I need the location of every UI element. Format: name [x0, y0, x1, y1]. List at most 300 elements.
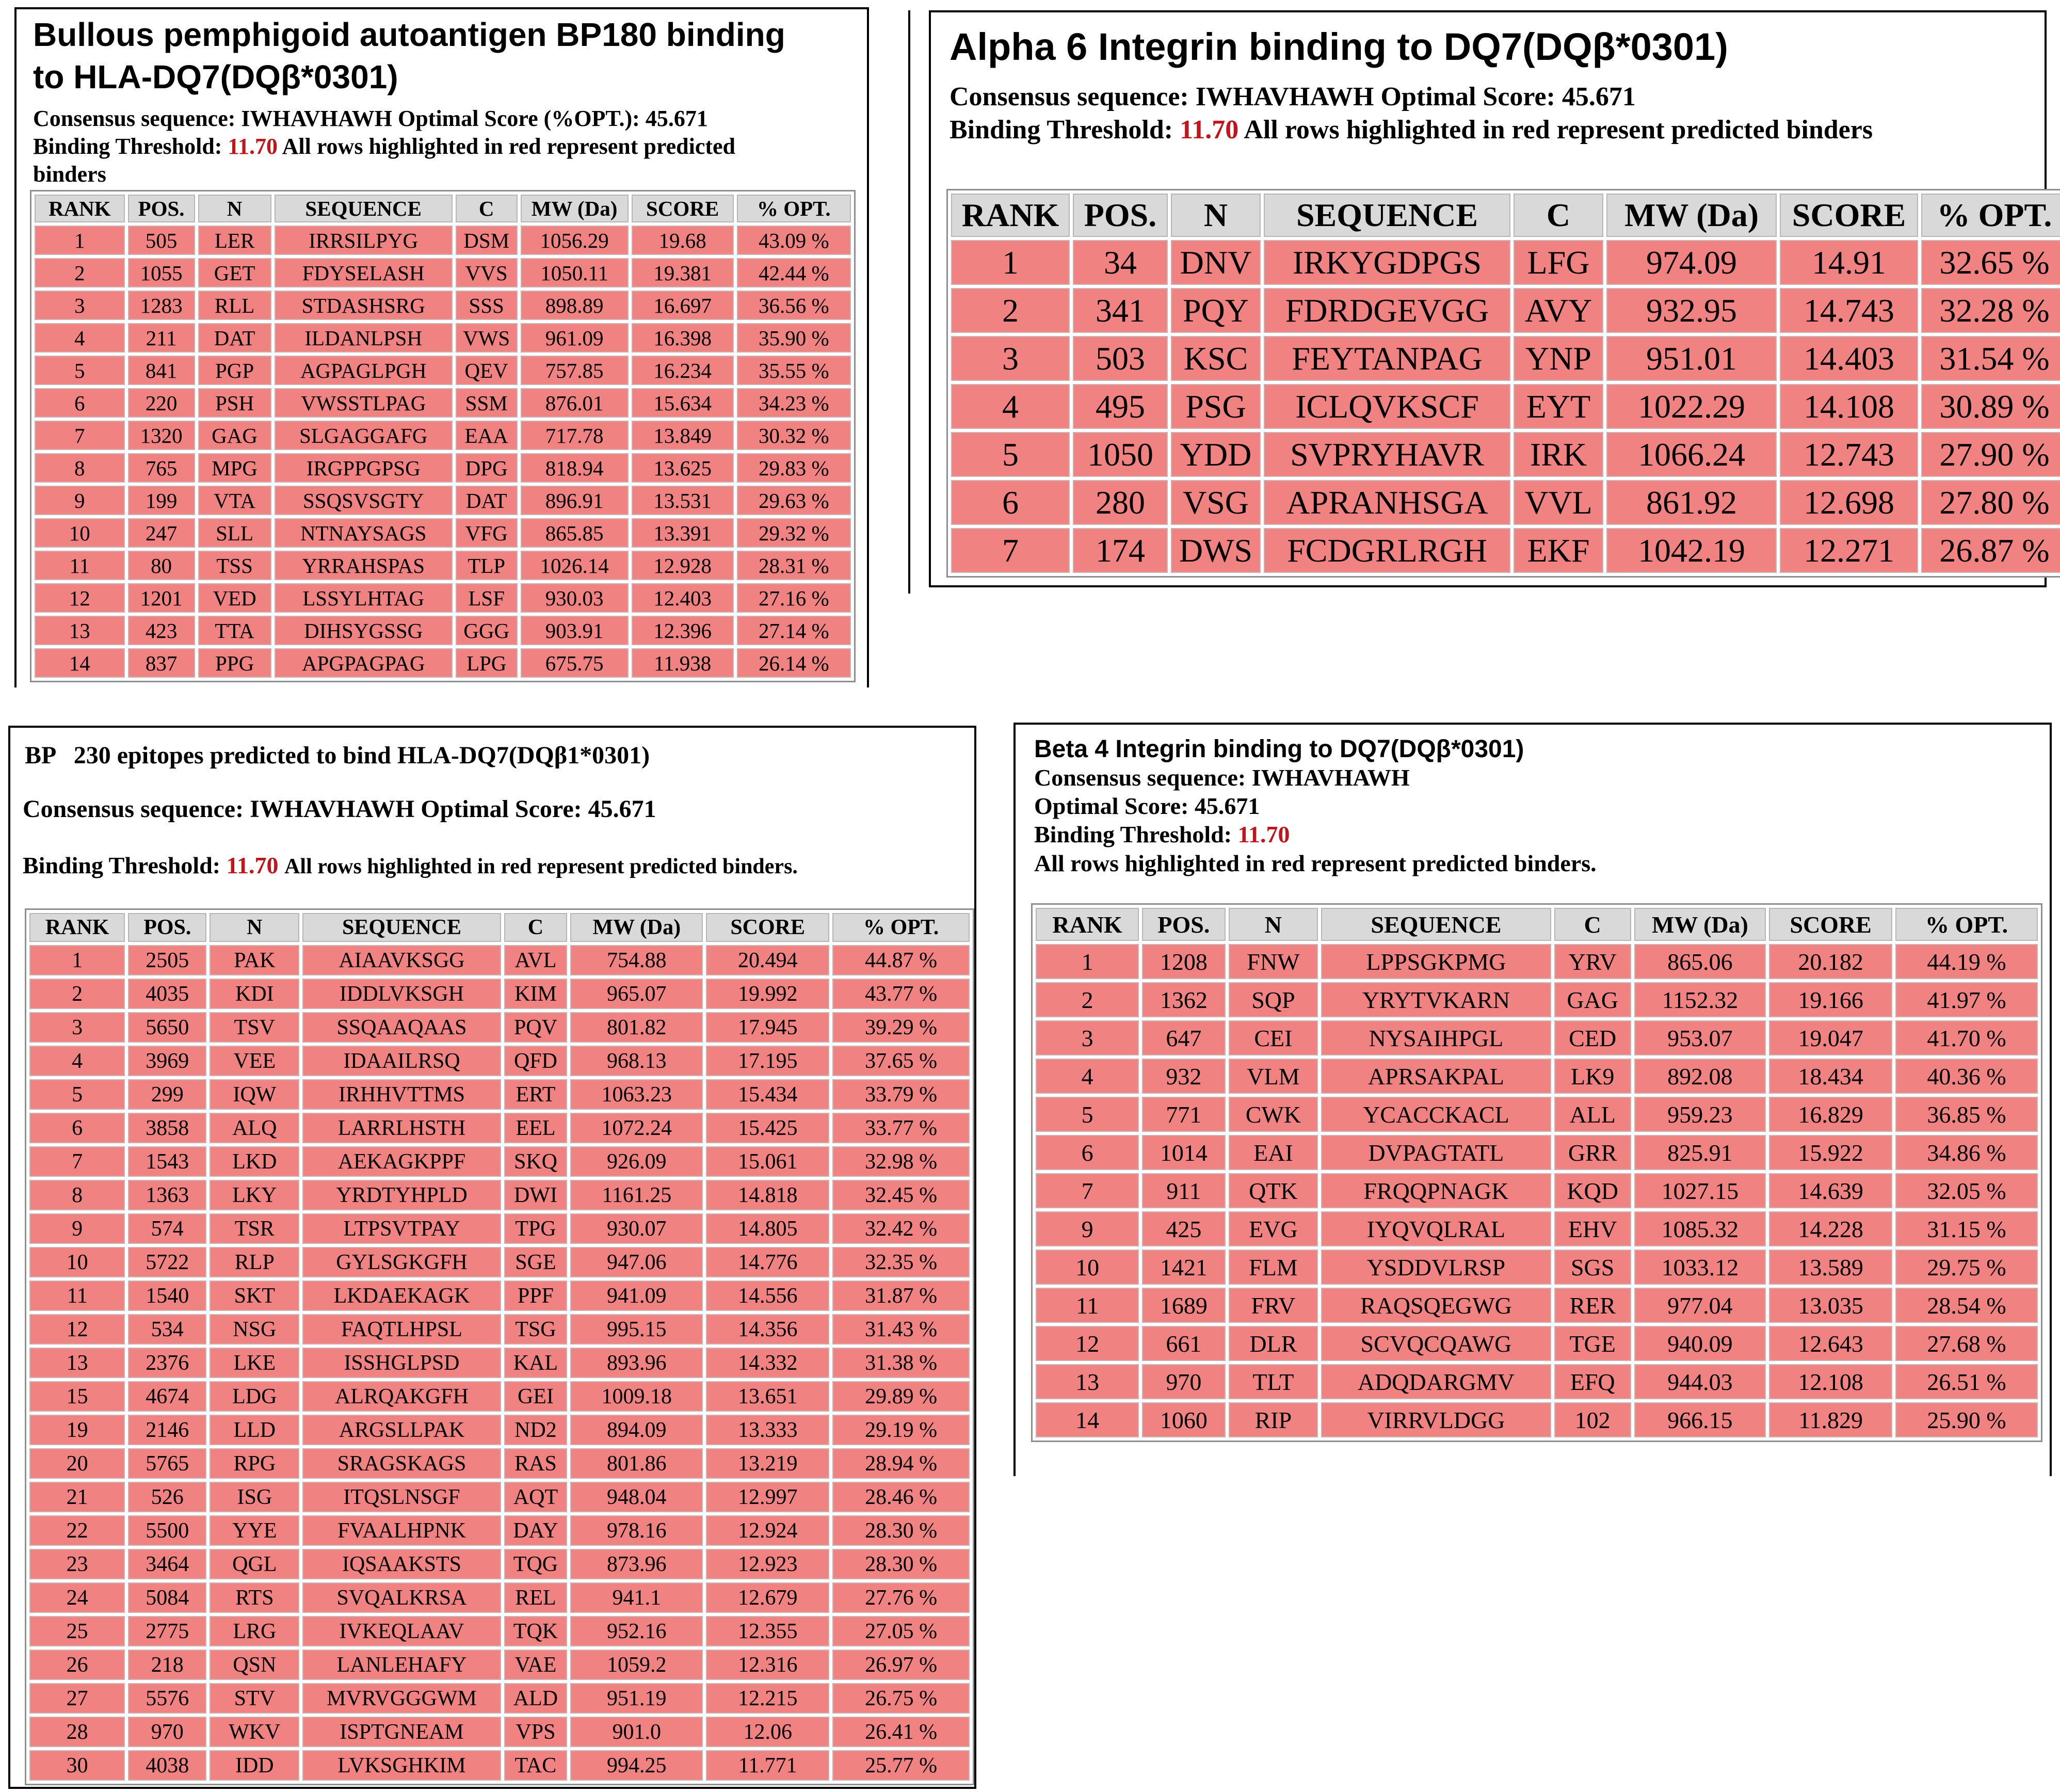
c-flank-cell: ALL	[1554, 1097, 1631, 1132]
pct-opt-cell: 32.45 %	[832, 1180, 970, 1210]
pct-opt-header: % OPT.	[737, 195, 851, 222]
n-flank-cell: STV	[210, 1683, 299, 1714]
pct-opt-cell: 33.77 %	[832, 1113, 970, 1143]
score-cell: 13.589	[1769, 1250, 1892, 1285]
pos-cell: 1689	[1142, 1288, 1225, 1323]
pct-opt-cell: 31.54 %	[1921, 336, 2060, 381]
c-flank-cell: DAT	[456, 486, 518, 515]
mw-cell: 865.06	[1634, 944, 1766, 979]
c-flank-cell: KQD	[1554, 1173, 1631, 1208]
n-flank-cell: DNV	[1171, 240, 1261, 285]
sequence-cell: LANLEHAFY	[302, 1650, 501, 1680]
pos-cell: 526	[128, 1482, 206, 1512]
panel-border-left	[14, 7, 17, 687]
c-flank-cell: TGE	[1554, 1326, 1631, 1361]
pos-cell: 1543	[128, 1146, 206, 1177]
table-row	[29, 1616, 970, 1646]
score-header: SCORE	[1769, 908, 1892, 941]
pos-cell: 647	[1142, 1020, 1225, 1055]
sequence-cell: MVRVGGGWM	[302, 1683, 501, 1714]
table-row	[29, 1683, 970, 1714]
mw-cell: 940.09	[1634, 1326, 1766, 1361]
pct-opt-cell: 26.75 %	[832, 1683, 970, 1714]
n-flank-cell: EVG	[1229, 1211, 1318, 1246]
pct-opt-cell: 35.55 %	[737, 356, 851, 385]
mw-cell: 717.78	[521, 421, 629, 450]
mw-cell: 941.09	[570, 1281, 703, 1311]
score-cell: 13.625	[632, 453, 734, 483]
pct-opt-cell: 26.14 %	[737, 648, 851, 678]
rank-cell: 20	[29, 1448, 125, 1479]
sequence-cell: YRRAHSPAS	[275, 551, 453, 580]
pct-opt-cell: 26.41 %	[832, 1717, 970, 1747]
score-cell: 11.829	[1769, 1402, 1892, 1437]
panel-border-bottom	[8, 1787, 976, 1789]
sequence-cell: ILDANLPSH	[275, 323, 453, 353]
threshold-value: 11.70	[226, 852, 279, 878]
table-row	[29, 1247, 970, 1277]
sequence-cell: APRSAKPAL	[1321, 1059, 1551, 1094]
pos-cell: 1540	[128, 1281, 206, 1311]
threshold-note: All rows highlighted in red represent predicted binders	[1244, 115, 1873, 145]
score-cell: 12.355	[706, 1616, 829, 1646]
score-cell: 19.992	[706, 979, 829, 1009]
n-flank-cell: DWS	[1171, 528, 1261, 573]
sequence-cell: IYQVQLRAL	[1321, 1211, 1551, 1246]
c-flank-cell: KIM	[504, 979, 568, 1009]
mw-cell: 754.88	[570, 945, 703, 975]
c-header: C	[1554, 908, 1631, 941]
table-row	[29, 1582, 970, 1613]
rank-cell: 13	[35, 616, 125, 645]
rank-cell: 9	[35, 486, 125, 515]
threshold-value: 11.70	[1180, 115, 1239, 145]
table-row	[35, 518, 851, 548]
score-cell: 11.938	[632, 648, 734, 678]
rank-cell: 4	[951, 384, 1070, 429]
pct-opt-cell: 42.44 %	[737, 258, 851, 287]
c-flank-cell: TQG	[504, 1549, 568, 1579]
score-cell: 13.651	[706, 1381, 829, 1412]
pos-cell: 5576	[128, 1683, 206, 1714]
c-header: C	[504, 913, 568, 942]
panel-separator-line	[908, 10, 910, 594]
bp180-title-line1: Bullous pemphigoid autoantigen BP180 binding	[33, 16, 785, 53]
table-row	[35, 323, 851, 353]
sequence-cell: LSSYLHTAG	[275, 583, 453, 613]
panel-border-right	[867, 7, 869, 687]
n-flank-cell: CEI	[1229, 1020, 1318, 1055]
pos-cell: 970	[128, 1717, 206, 1747]
score-cell: 12.743	[1780, 432, 1918, 477]
mw-cell: 894.09	[570, 1415, 703, 1445]
score-cell: 13.531	[632, 486, 734, 515]
pos-cell: 1014	[1142, 1135, 1225, 1170]
beta4-threshold-note: All rows highlighted in red represent predicted binders.	[1034, 850, 1597, 876]
threshold-value: 11.70	[228, 134, 278, 159]
rank-cell: 11	[35, 551, 125, 580]
alpha6-consensus: Consensus sequence: IWHAVHAWH Optimal Score: 45.671	[949, 82, 1636, 111]
n-flank-cell: QGL	[210, 1549, 299, 1579]
table-row	[35, 258, 851, 287]
table-row	[1036, 1364, 2038, 1399]
table-row	[1036, 1097, 2038, 1132]
rank-cell: 9	[29, 1213, 125, 1244]
rank-cell: 22	[29, 1515, 125, 1546]
score-cell: 14.403	[1780, 336, 1918, 381]
table-row	[29, 1549, 970, 1579]
bp230-threshold	[23, 852, 798, 879]
c-flank-cell: REL	[504, 1582, 568, 1613]
rank-cell: 23	[29, 1549, 125, 1579]
rank-cell: 15	[29, 1381, 125, 1412]
sequence-cell: IQSAAKSTS	[302, 1549, 501, 1579]
rank-cell: 7	[29, 1146, 125, 1177]
pos-cell: 80	[128, 551, 195, 580]
table-row	[35, 486, 851, 515]
n-header: N	[198, 195, 271, 222]
mw-cell: 930.07	[570, 1213, 703, 1244]
mw-cell: 965.07	[570, 979, 703, 1009]
rank-cell: 6	[1036, 1135, 1139, 1170]
mw-cell: 818.94	[521, 453, 629, 483]
c-flank-cell: EFQ	[1554, 1364, 1631, 1399]
sequence-cell: SLGAGGAFG	[275, 421, 453, 450]
pos-cell: 341	[1073, 288, 1168, 333]
pct-opt-cell: 36.56 %	[737, 291, 851, 320]
pos-cell: 3969	[128, 1046, 206, 1076]
pct-opt-cell: 40.36 %	[1895, 1059, 2038, 1094]
pos-cell: 932	[1142, 1059, 1225, 1094]
c-flank-cell: TPG	[504, 1213, 568, 1244]
table-row	[1036, 1250, 2038, 1285]
sequence-cell: IDAAILRSQ	[302, 1046, 501, 1076]
score-cell: 12.271	[1780, 528, 1918, 573]
panel-border-left	[8, 726, 10, 1789]
c-flank-cell: AVL	[504, 945, 568, 975]
score-cell: 12.997	[706, 1482, 829, 1512]
mw-cell: 978.16	[570, 1515, 703, 1546]
score-cell: 14.108	[1780, 384, 1918, 429]
n-flank-cell: KDI	[210, 979, 299, 1009]
table-row	[35, 388, 851, 418]
table-row	[951, 288, 2060, 333]
threshold-label: Binding Threshold:	[1034, 821, 1232, 847]
mw-cell: 974.09	[1606, 240, 1777, 285]
n-flank-cell: FLM	[1229, 1250, 1318, 1285]
sequence-cell: NYSAIHPGL	[1321, 1020, 1551, 1055]
rank-cell: 1	[951, 240, 1070, 285]
sequence-cell: ARGSLLPAK	[302, 1415, 501, 1445]
pos-cell: 771	[1142, 1097, 1225, 1132]
pct-opt-cell: 34.86 %	[1895, 1135, 2038, 1170]
c-flank-cell: EHV	[1554, 1211, 1631, 1246]
sequence-cell: SSQAAQAAS	[302, 1012, 501, 1043]
score-cell: 11.771	[706, 1750, 829, 1781]
pct-opt-cell: 39.29 %	[832, 1012, 970, 1043]
c-flank-cell: GGG	[456, 616, 518, 645]
threshold-note: All rows highlighted in red represent predicted binders.	[284, 855, 798, 878]
score-cell: 12.698	[1780, 480, 1918, 525]
pos-cell: 1055	[128, 258, 195, 287]
score-cell: 16.234	[632, 356, 734, 385]
score-cell: 18.434	[1769, 1059, 1892, 1094]
mw-cell: 966.15	[1634, 1402, 1766, 1437]
sequence-cell: FCDGRLRGH	[1264, 528, 1510, 573]
n-flank-cell: TTA	[198, 616, 271, 645]
score-cell: 17.945	[706, 1012, 829, 1043]
sequence-cell: LKDAEKAGK	[302, 1281, 501, 1311]
n-flank-cell: YYE	[210, 1515, 299, 1546]
score-cell: 12.06	[706, 1717, 829, 1747]
mw-cell: 1063.23	[570, 1079, 703, 1110]
rank-cell: 10	[35, 518, 125, 548]
rank-cell: 5	[1036, 1097, 1139, 1132]
sequence-cell: YSDDVLRSP	[1321, 1250, 1551, 1285]
table-row	[29, 1650, 970, 1680]
pct-opt-cell: 31.38 %	[832, 1348, 970, 1378]
mw-header: MW (Da)	[1606, 194, 1777, 237]
panel-beta4	[1011, 712, 2060, 1486]
mw-cell: 951.01	[1606, 336, 1777, 381]
mw-cell: 757.85	[521, 356, 629, 385]
table-row	[29, 945, 970, 975]
pct-opt-cell: 43.09 %	[737, 226, 851, 255]
rank-cell: 14	[1036, 1402, 1139, 1437]
pos-cell: 174	[1073, 528, 1168, 573]
pos-cell: 4038	[128, 1750, 206, 1781]
sequence-cell: IRKYGDPGS	[1264, 240, 1510, 285]
pct-opt-cell: 30.32 %	[737, 421, 851, 450]
mw-cell: 893.96	[570, 1348, 703, 1378]
sequence-cell: STDASHSRG	[275, 291, 453, 320]
pos-cell: 4674	[128, 1381, 206, 1412]
score-cell: 13.219	[706, 1448, 829, 1479]
n-flank-cell: LKE	[210, 1348, 299, 1378]
sequence-cell: DVPAGTATL	[1321, 1135, 1551, 1170]
sequence-cell: FRQQPNAGK	[1321, 1173, 1551, 1208]
c-flank-cell: VVL	[1514, 480, 1603, 525]
panel-border-top	[1013, 723, 2052, 725]
mw-cell: 801.82	[570, 1012, 703, 1043]
panel-bp230	[0, 712, 991, 1792]
pct-opt-cell: 37.65 %	[832, 1046, 970, 1076]
pos-cell: 841	[128, 356, 195, 385]
mw-cell: 892.08	[1634, 1059, 1766, 1094]
rank-cell: 4	[29, 1046, 125, 1076]
table-row	[29, 1213, 970, 1244]
alpha6-threshold	[949, 115, 1873, 145]
pct-opt-header: % OPT.	[832, 913, 970, 942]
pct-opt-cell: 32.98 %	[832, 1146, 970, 1177]
c-flank-cell: GEI	[504, 1381, 568, 1412]
score-cell: 12.396	[632, 616, 734, 645]
score-cell: 13.333	[706, 1415, 829, 1445]
table-row	[35, 421, 851, 450]
c-flank-cell: AVY	[1514, 288, 1603, 333]
pos-header: POS.	[128, 195, 195, 222]
threshold-label: Binding Threshold:	[23, 852, 221, 878]
pos-cell: 220	[128, 388, 195, 418]
score-cell: 14.805	[706, 1213, 829, 1244]
c-flank-cell: LFG	[1514, 240, 1603, 285]
n-header: N	[1229, 908, 1318, 941]
alpha6-binding-table	[946, 189, 2060, 578]
n-flank-cell: DLR	[1229, 1326, 1318, 1361]
score-header: SCORE	[632, 195, 734, 222]
pct-opt-cell: 35.90 %	[737, 323, 851, 353]
sequence-cell: APRANHSGA	[1264, 480, 1510, 525]
mw-cell: 1050.11	[521, 258, 629, 287]
pct-opt-cell: 31.87 %	[832, 1281, 970, 1311]
bp180-consensus: Consensus sequence: IWHAVHAWH Optimal Score (%OPT.): 45.671	[33, 106, 708, 131]
table-row	[1036, 1020, 2038, 1055]
n-flank-cell: SLL	[198, 518, 271, 548]
rank-cell: 7	[35, 421, 125, 450]
rank-cell: 6	[951, 480, 1070, 525]
threshold-label: Binding Threshold:	[949, 115, 1173, 145]
rank-cell: 25	[29, 1616, 125, 1646]
rank-cell: 5	[951, 432, 1070, 477]
pos-cell: 1208	[1142, 944, 1225, 979]
pct-opt-cell: 28.46 %	[832, 1482, 970, 1512]
pct-opt-cell: 29.19 %	[832, 1415, 970, 1445]
n-flank-cell: PPG	[198, 648, 271, 678]
beta4-title: Beta 4 Integrin binding to DQ7(DQβ*0301)	[1034, 735, 1524, 763]
score-cell: 12.403	[632, 583, 734, 613]
mw-cell: 926.09	[570, 1146, 703, 1177]
pct-opt-cell: 32.35 %	[832, 1247, 970, 1277]
c-flank-cell: EAA	[456, 421, 518, 450]
n-header: N	[1171, 194, 1261, 237]
mw-cell: 977.04	[1634, 1288, 1766, 1323]
rank-cell: 10	[29, 1247, 125, 1277]
beta4-binding-table	[1031, 903, 2042, 1442]
mw-cell: 1009.18	[570, 1381, 703, 1412]
pos-cell: 1060	[1142, 1402, 1225, 1437]
rank-cell: 5	[29, 1079, 125, 1110]
c-flank-cell: SKQ	[504, 1146, 568, 1177]
pos-cell: 503	[1073, 336, 1168, 381]
rank-header: RANK	[29, 913, 125, 942]
table-row	[29, 1113, 970, 1143]
n-flank-cell: LKD	[210, 1146, 299, 1177]
pos-header: POS.	[128, 913, 206, 942]
rank-cell: 21	[29, 1482, 125, 1512]
score-cell: 15.922	[1769, 1135, 1892, 1170]
pos-cell: 5650	[128, 1012, 206, 1043]
pct-opt-cell: 29.83 %	[737, 453, 851, 483]
mw-cell: 932.95	[1606, 288, 1777, 333]
sequence-cell: LARRLHSTH	[302, 1113, 501, 1143]
pct-opt-cell: 31.15 %	[1895, 1211, 2038, 1246]
mw-cell: 873.96	[570, 1549, 703, 1579]
pos-cell: 2376	[128, 1348, 206, 1378]
rank-cell: 12	[1036, 1326, 1139, 1361]
rank-header: RANK	[951, 194, 1070, 237]
pos-cell: 1283	[128, 291, 195, 320]
mw-cell: 901.0	[570, 1717, 703, 1747]
pos-cell: 4035	[128, 979, 206, 1009]
table-row	[35, 616, 851, 645]
sequence-cell: FDRDGEVGG	[1264, 288, 1510, 333]
pct-opt-cell: 27.14 %	[737, 616, 851, 645]
pos-cell: 5765	[128, 1448, 206, 1479]
score-cell: 12.643	[1769, 1326, 1892, 1361]
pct-opt-cell: 41.97 %	[1895, 982, 2038, 1017]
n-flank-cell: GAG	[198, 421, 271, 450]
rank-cell: 12	[29, 1314, 125, 1345]
sequence-cell: LTPSVTPAY	[302, 1213, 501, 1244]
score-cell: 14.776	[706, 1247, 829, 1277]
score-cell: 12.215	[706, 1683, 829, 1714]
pct-opt-cell: 31.43 %	[832, 1314, 970, 1345]
c-flank-cell: EKF	[1514, 528, 1603, 573]
n-flank-cell: TSR	[210, 1213, 299, 1244]
sequence-cell: SVQALKRSA	[302, 1582, 501, 1613]
sequence-cell: AIAAVKSGG	[302, 945, 501, 975]
alpha6-title: Alpha 6 Integrin binding to DQ7(DQβ*0301)	[949, 25, 1728, 68]
pos-cell: 911	[1142, 1173, 1225, 1208]
pct-opt-cell: 27.68 %	[1895, 1326, 2038, 1361]
c-flank-cell: 102	[1554, 1402, 1631, 1437]
n-header: N	[210, 913, 299, 942]
score-cell: 15.634	[632, 388, 734, 418]
pct-opt-cell: 26.97 %	[832, 1650, 970, 1680]
rank-header: RANK	[35, 195, 125, 222]
n-flank-cell: NSG	[210, 1314, 299, 1345]
pct-opt-cell: 27.16 %	[737, 583, 851, 613]
beta4-optimal: Optimal Score: 45.671	[1034, 793, 1260, 819]
pos-cell: 423	[128, 616, 195, 645]
n-flank-cell: QSN	[210, 1650, 299, 1680]
c-flank-cell: RAS	[504, 1448, 568, 1479]
pos-cell: 5500	[128, 1515, 206, 1546]
rank-cell: 9	[1036, 1211, 1139, 1246]
score-cell: 14.743	[1780, 288, 1918, 333]
n-flank-cell: VEE	[210, 1046, 299, 1076]
table-row	[951, 528, 2060, 573]
pos-cell: 574	[128, 1213, 206, 1244]
table-header-row	[951, 194, 2060, 237]
score-cell: 12.316	[706, 1650, 829, 1680]
score-cell: 12.924	[706, 1515, 829, 1546]
mw-cell: 801.86	[570, 1448, 703, 1479]
mw-header: MW (Da)	[1634, 908, 1766, 941]
mw-cell: 995.15	[570, 1314, 703, 1345]
mw-cell: 1022.29	[1606, 384, 1777, 429]
rank-cell: 13	[1036, 1364, 1139, 1399]
pos-cell: 247	[128, 518, 195, 548]
rank-cell: 3	[29, 1012, 125, 1043]
table-row	[29, 1314, 970, 1345]
sequence-cell: YRYTVKARN	[1321, 982, 1551, 1017]
sequence-cell: FAQTLHPSL	[302, 1314, 501, 1345]
rank-cell: 7	[951, 528, 1070, 573]
pos-cell: 495	[1073, 384, 1168, 429]
sequence-cell: FVAALHPNK	[302, 1515, 501, 1546]
c-flank-cell: TAC	[504, 1750, 568, 1781]
n-flank-cell: RPG	[210, 1448, 299, 1479]
n-flank-cell: PGP	[198, 356, 271, 385]
score-cell: 17.195	[706, 1046, 829, 1076]
score-cell: 19.68	[632, 226, 734, 255]
rank-cell: 13	[29, 1348, 125, 1378]
pct-opt-cell: 25.77 %	[832, 1750, 970, 1781]
n-flank-cell: KSC	[1171, 336, 1261, 381]
sequence-cell: FDYSELASH	[275, 258, 453, 287]
score-header: SCORE	[706, 913, 829, 942]
